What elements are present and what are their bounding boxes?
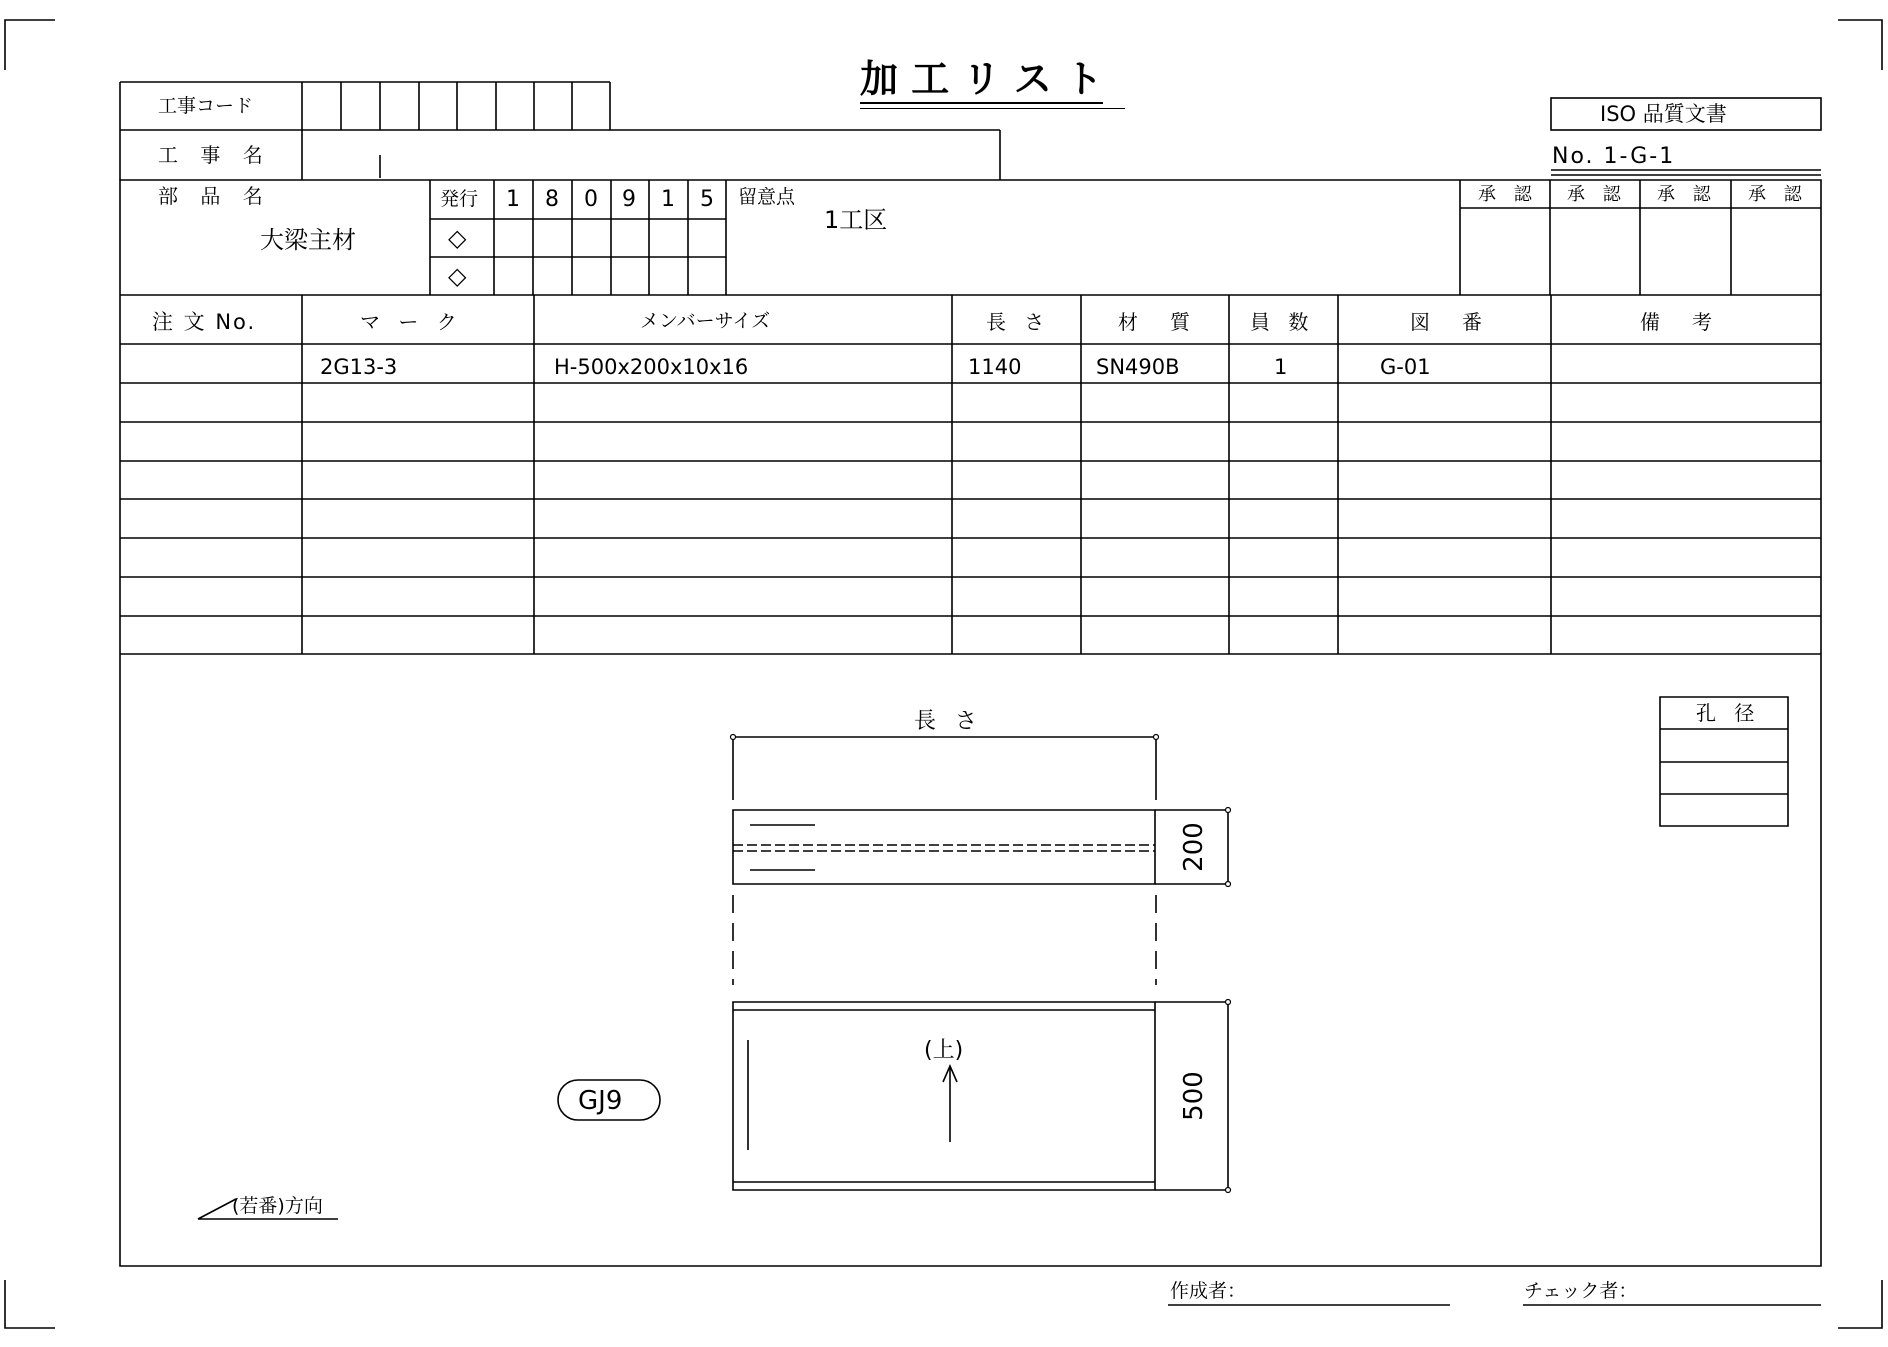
column-header-remarks: 備 考 <box>1640 310 1718 334</box>
checker-label: チェック者： <box>1524 1280 1638 1302</box>
issue-digit: 5 <box>700 187 714 212</box>
author-label: 作成者： <box>1170 1280 1247 1302</box>
table-cell-material: SN490B <box>1096 355 1180 379</box>
part-name-label: 部 品 名 <box>158 184 271 208</box>
revision-marker: ◇ <box>448 224 467 252</box>
table-cell-drawing-no: G-01 <box>1380 355 1431 379</box>
approval-label: 承 認 <box>1567 184 1627 205</box>
column-header-drawing-no: 図 番 <box>1410 310 1488 334</box>
iso-document-label: ISO 品質文書 <box>1600 102 1727 126</box>
notes-value: 1工区 <box>824 206 888 234</box>
column-header-member-size: メンバーサイズ <box>640 310 771 332</box>
column-header-mark: マ ー ク <box>360 310 463 334</box>
issue-digit: 1 <box>661 187 675 212</box>
issue-digit: 0 <box>584 187 598 212</box>
document-title: 加 工 リ ス ト <box>860 60 1103 104</box>
web-depth-dimension: 500 <box>1179 1071 1209 1121</box>
part-name-value: 大梁主材 <box>260 226 356 254</box>
table-cell-member-size: H-500x200x10x16 <box>554 355 749 379</box>
notes-label: 留意点 <box>738 186 796 208</box>
issue-digit: 9 <box>622 187 636 212</box>
up-direction-label: (上) <box>924 1038 964 1063</box>
construction-code-label: 工事コード <box>158 95 254 117</box>
issue-digit: 8 <box>545 187 559 212</box>
column-header-length: 長 さ <box>986 310 1051 334</box>
member-id-tag: GJ9 <box>578 1086 623 1116</box>
revision-marker: ◇ <box>448 262 467 290</box>
column-header-order-no: 注 文 No. <box>152 310 257 334</box>
construction-name-label: 工 事 名 <box>158 143 271 167</box>
length-dimension-label: 長 さ <box>914 709 983 734</box>
column-header-material: 材 質 <box>1118 310 1196 334</box>
title-underline <box>860 108 1125 109</box>
issue-label: 発行 <box>440 188 479 210</box>
approval-label: 承 認 <box>1657 184 1717 205</box>
table-cell-quantity: 1 <box>1274 355 1288 379</box>
table-cell-mark: 2G13-3 <box>320 355 398 379</box>
hole-diameter-title: 孔 径 <box>1696 701 1761 725</box>
approval-label: 承 認 <box>1748 184 1808 205</box>
flange-width-dimension: 200 <box>1179 822 1209 872</box>
document-number: No. 1-G-1 <box>1552 144 1676 169</box>
column-header-quantity: 員 数 <box>1250 310 1315 334</box>
direction-note: (若番)方向 <box>232 1195 323 1217</box>
approval-label: 承 認 <box>1478 184 1538 205</box>
issue-digit: 1 <box>506 187 520 212</box>
table-cell-length: 1140 <box>968 355 1022 379</box>
